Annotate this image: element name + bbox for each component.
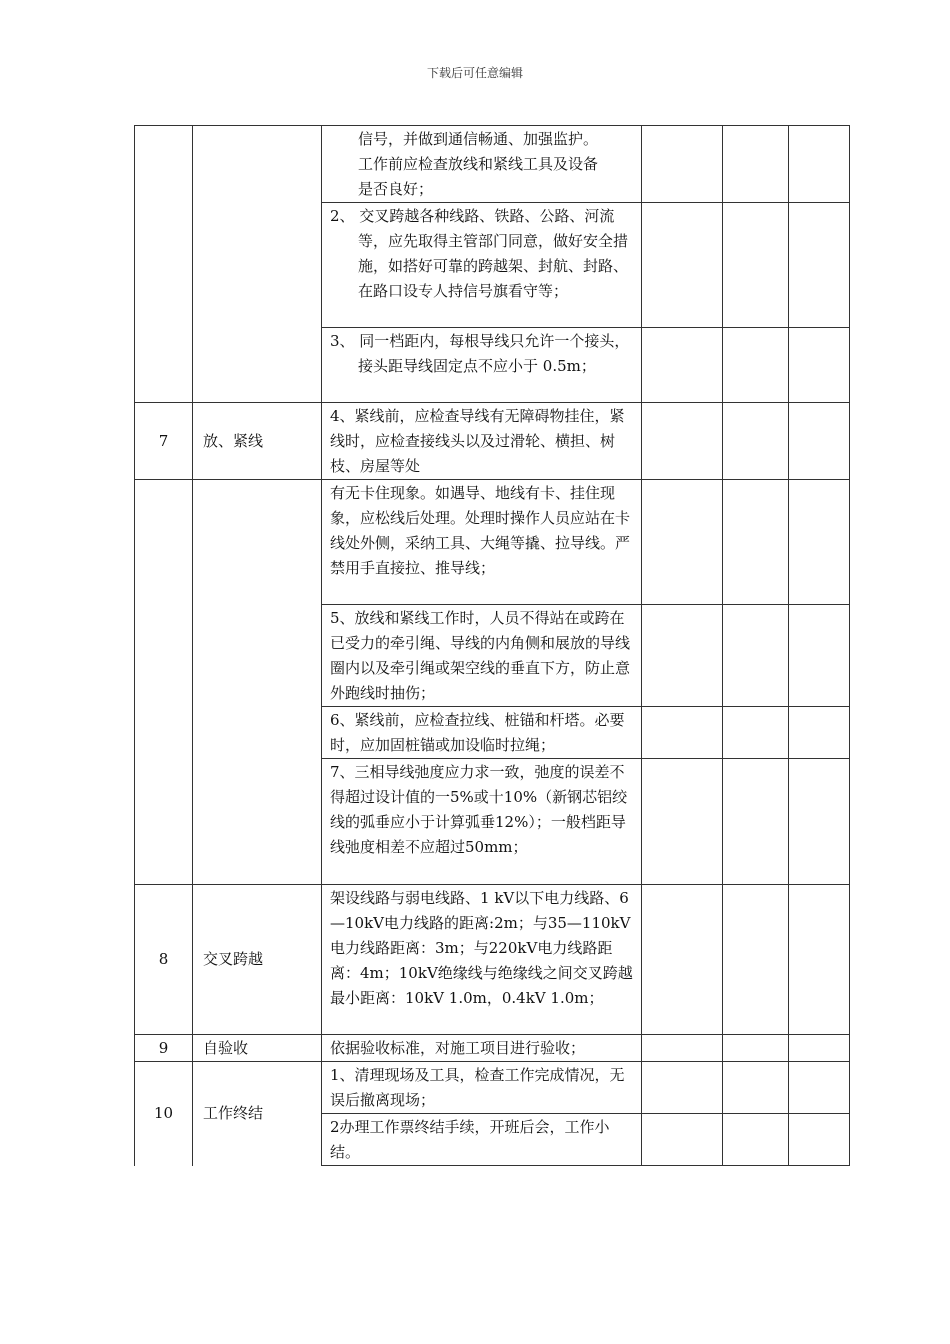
content-cell <box>322 605 642 707</box>
content-line: 信号，并做到通信畅通、加强监护。 <box>358 130 599 148</box>
content-cell <box>322 707 642 759</box>
item-name: 交叉跨越 <box>193 885 322 1035</box>
content-text: 1、清理现场及工具，检查工作完成情况，无误后撤离现场； <box>330 1066 625 1109</box>
blank-cell <box>642 203 723 328</box>
blank-cell <box>789 328 850 403</box>
blank-cell <box>789 759 850 885</box>
work-table <box>134 125 850 1166</box>
blank-cell <box>789 480 850 605</box>
blank-cell <box>723 885 789 1035</box>
content-cell <box>322 203 642 328</box>
content-text: 7、三相导线弛度应力求一致，弛度的误差不得超过设计值的一5%或十10%（新钢芯铝绞线的弧垂应小于计算弧垂12%）；一般档距导线弛度相差不应超过50mm； <box>330 763 628 856</box>
content-text: 2、 交叉跨越各种线路、铁路、公路、河流等，应先取得主管部门同意，做好安全措施，如搭好可靠的跨越架、封航、封路、在路口设专人持信号旗看守等； <box>330 207 629 300</box>
name-cell-empty <box>193 707 322 759</box>
item-name: 自验收 <box>193 1035 322 1062</box>
blank-cell <box>642 1062 723 1114</box>
blank-cell <box>789 403 850 480</box>
content-cell <box>322 885 642 1035</box>
blank-cell <box>723 1035 789 1062</box>
blank-cell <box>642 707 723 759</box>
name-cell-empty <box>193 759 322 885</box>
content-cell <box>322 403 642 480</box>
content-cell <box>322 759 642 885</box>
item-number: 9 <box>135 1035 193 1062</box>
content-text: 有无卡住现象。如遇导、地线有卡、挂住现象，应松线后处理。处理时操作人员应站在卡线处外侧，采纳工具、大绳等撬、拉导线。严禁用手直接拉、推导线； <box>330 484 631 577</box>
blank-cell <box>723 126 789 203</box>
num-cell-empty <box>135 707 193 759</box>
content-cell <box>322 328 642 403</box>
blank-cell <box>642 328 723 403</box>
blank-cell <box>723 328 789 403</box>
blank-cell <box>723 480 789 605</box>
blank-cell <box>642 1114 723 1166</box>
blank-cell <box>642 605 723 707</box>
item-number: 8 <box>135 885 193 1035</box>
item-name: 放、紧线 <box>193 403 322 480</box>
name-cell-empty <box>193 328 322 403</box>
content-line: 工作前应检查放线和紧线工具及设备 <box>358 155 599 173</box>
name-cell-empty <box>193 126 322 203</box>
num-cell-empty <box>135 328 193 403</box>
content-text: 架设线路与弱电线路、1 kV以下电力线路、6—10kV电力线路的距离:2m；与35—110kV电力线路距离：3m；与220kV电力线路距离：4m；10kV绝缘线与绝缘线之间交叉跨越最小距离：10kV 1.0m，0.4kV 1.0m； <box>330 889 633 1007</box>
item-name: 工作终结 <box>193 1062 322 1166</box>
blank-cell <box>642 126 723 203</box>
blank-cell <box>723 707 789 759</box>
num-cell-empty <box>135 126 193 203</box>
num-cell-empty <box>135 759 193 885</box>
content-text: 3、 同一档距内，每根导线只允许一个接头，接头距导线固定点不应小于 0.5m； <box>330 332 630 375</box>
blank-cell <box>789 203 850 328</box>
blank-cell <box>789 1114 850 1166</box>
blank-cell <box>642 885 723 1035</box>
blank-cell <box>789 1062 850 1114</box>
content-cell <box>322 1035 642 1062</box>
blank-cell <box>642 403 723 480</box>
blank-cell <box>723 403 789 480</box>
content-text: 6、紧线前，应检查拉线、桩锚和杆塔。必要时，应加固桩锚或加设临时拉绳； <box>330 711 625 754</box>
item-number: 10 <box>135 1062 193 1166</box>
item-number: 7 <box>135 403 193 480</box>
blank-cell <box>642 759 723 885</box>
blank-cell <box>723 1114 789 1166</box>
name-cell-empty <box>193 480 322 605</box>
name-cell-empty <box>193 605 322 707</box>
content-line: 是否良好； <box>358 180 434 198</box>
content-text: 5、放线和紧线工作时，人员不得站在或跨在已受力的牵引绳、导线的内角侧和展放的导线圈内以及牵引绳或架空线的垂直下方，防止意外跑线时抽伤； <box>330 609 631 702</box>
name-cell-empty <box>193 203 322 328</box>
blank-cell <box>789 1035 850 1062</box>
blank-cell <box>723 759 789 885</box>
blank-cell <box>789 605 850 707</box>
blank-cell <box>789 126 850 203</box>
content-cell <box>322 480 642 605</box>
content-text: 2办理工作票终结手续，开班后会，工作小结。 <box>330 1118 610 1161</box>
blank-cell <box>723 605 789 707</box>
page-header: 下载后可任意编辑 <box>426 66 523 80</box>
num-cell-empty <box>135 203 193 328</box>
blank-cell <box>723 203 789 328</box>
blank-cell <box>789 707 850 759</box>
num-cell-empty <box>135 605 193 707</box>
blank-cell <box>642 480 723 605</box>
blank-cell <box>642 1035 723 1062</box>
blank-cell <box>723 1062 789 1114</box>
content-cell <box>322 1062 642 1114</box>
content-cell <box>322 126 642 203</box>
content-text: 4、紧线前，应检查导线有无障碍物挂住，紧线时，应检查接线头以及过滑轮、横担、树枝、房屋等处 <box>330 407 625 475</box>
blank-cell <box>789 885 850 1035</box>
num-cell-empty <box>135 480 193 605</box>
content-cell <box>322 1114 642 1166</box>
content-text: 依据验收标准，对施工项目进行验收； <box>330 1039 586 1057</box>
